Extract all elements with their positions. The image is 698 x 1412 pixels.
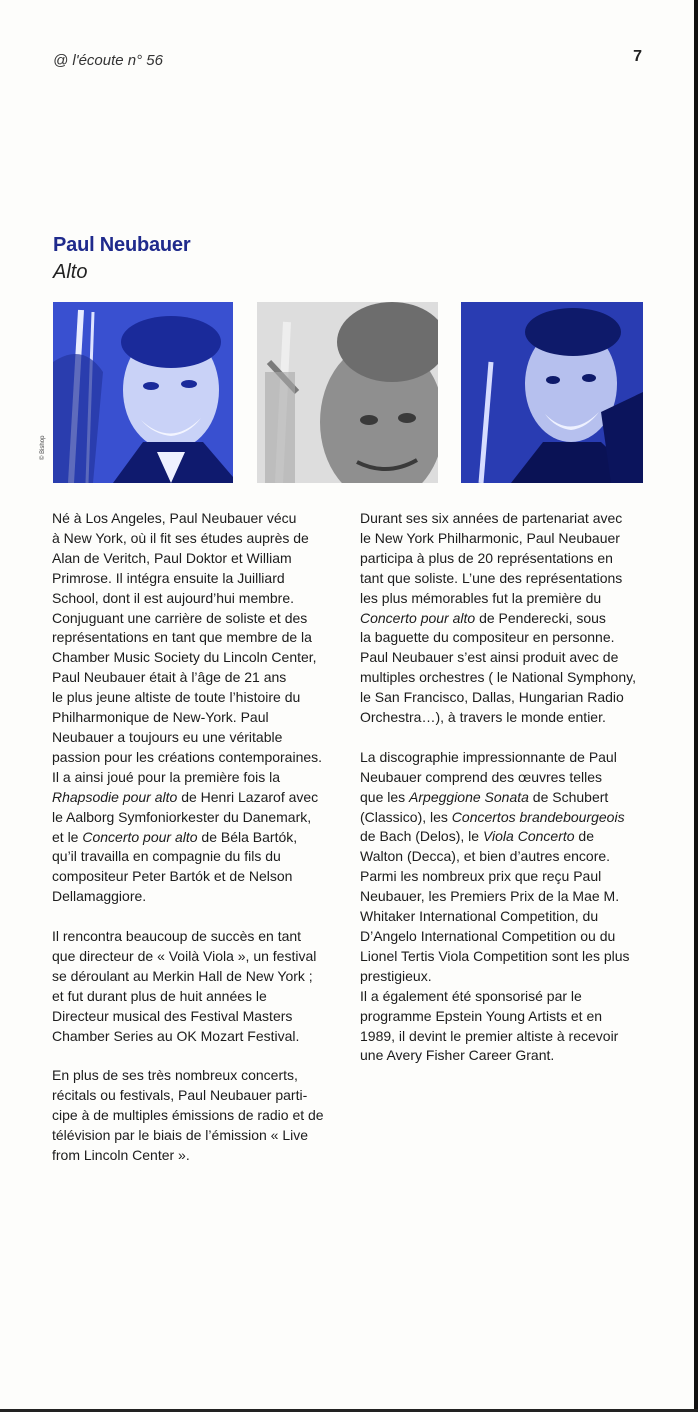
text-line: et fut durant plus de huit années le (52, 987, 267, 1004)
text-line: Paul Neubauer s’est ainsi produit avec de (360, 649, 619, 666)
page-number: 7 (633, 48, 642, 65)
text-line: Parmi les nombreux prix que reçu Paul (360, 868, 602, 885)
text-line: le San Francisco, Dallas, Hungarian Radio (360, 689, 624, 706)
text-line: qu’il travailla en compagnie du fils du (52, 848, 281, 865)
paragraph-discography (360, 748, 650, 788)
text-line: Chamber Music Society du Lincoln Center, (52, 649, 317, 666)
text-line: Primrose. Il intégra ensuite la Juilliard (52, 569, 285, 586)
text-line: télévision par le biais de l’émission « Live (52, 1127, 309, 1144)
portrait-photo-3 (461, 302, 643, 483)
text-line: le Aalborg Symfoniorkester du Danemark, (52, 808, 312, 825)
text-line: Directeur musical des Festival Masters (52, 1007, 293, 1024)
paragraph-festival-director (52, 927, 342, 1046)
text-line: D’Angelo International Competition ou du (360, 928, 616, 945)
text-line: les plus mémorables fut la première du (360, 589, 602, 606)
photo-credit: © Bishop (40, 435, 46, 460)
text-line: de Bach (Delos), le Viola Concerto de (360, 828, 594, 845)
paragraph-discography-tail (360, 847, 650, 1066)
portrait-icon (257, 302, 438, 483)
text-line: Concerto pour alto de Penderecki, sous (360, 609, 606, 626)
text-line: Dellamaggiore. (52, 888, 147, 905)
text-line: Paul Neubauer était à l’âge de 21 ans (52, 669, 287, 686)
text-line: multiples orchestres ( le National Symphony, (360, 669, 636, 686)
text-line: Walton (Decca), et bien d’autres encore. (360, 848, 611, 865)
text-line: Durant ses six années de partenariat avec (360, 510, 623, 526)
text-line: Neubauer a toujours eu une véritable (52, 728, 283, 745)
text-line: Whitaker International Competition, du (360, 908, 599, 925)
text-line: Alan de Veritch, Paul Doktor et William (52, 549, 292, 566)
text-line: Orchestra…), à travers le monde entier. (360, 709, 606, 726)
text-line: Rhapsodie pour alto de Henri Lazarof avec (52, 788, 319, 805)
text-line: cipe à de multiples émissions de radio et de (52, 1107, 324, 1124)
text-line: prestigieux. (360, 967, 432, 984)
portrait-photo-1 (53, 302, 233, 483)
text-line: Il rencontra beaucoup de succès en tant (52, 928, 302, 945)
text-line: Lionel Tertis Viola Competition sont les plus (360, 947, 630, 964)
publication-header: @ l'écoute n° 56 (53, 52, 163, 69)
paragraph-early-career (52, 509, 342, 788)
text-line: Neubauer, les Premiers Prix de la Mae M. (360, 888, 620, 905)
text-line: et le Concerto pour alto de Béla Bartók, (52, 828, 298, 845)
text-line: Il a ainsi joué pour la première fois la (52, 768, 281, 785)
text-line: (Classico), les Concertos brandebourgeois (360, 808, 625, 825)
text-line: le New York Philharmonic, Paul Neubauer (360, 529, 620, 546)
paragraph-philharmonic (360, 509, 650, 609)
article-title: Paul Neubauer (53, 234, 191, 256)
text-line: participa à plus de 20 représentations en (360, 549, 613, 566)
text-line: programme Epstein Young Artists et en (360, 1007, 603, 1024)
paragraph-early-career-tail (52, 847, 342, 907)
text-line: une Avery Fisher Career Grant. (360, 1047, 555, 1064)
text-line: Né à Los Angeles, Paul Neubauer vécu (52, 510, 297, 526)
portrait-icon (53, 302, 233, 483)
text-line: se déroulant au Merkin Hall de New York ; (52, 967, 313, 984)
text-line: Neubauer comprend des œuvres telles (360, 768, 603, 785)
text-line: compositeur Peter Bartók et de Nelson (52, 868, 293, 885)
page-edge-right (694, 0, 698, 1412)
text-line: à New York, où il fit ses études auprès de (52, 529, 309, 546)
paragraph-philharmonic-tail (360, 628, 650, 728)
portrait-icon (461, 302, 643, 483)
body-column-right (360, 509, 650, 1066)
text-line: passion pour les créations contemporaines. (52, 748, 323, 765)
text-line: Conjuguant une carrière de soliste et des (52, 609, 308, 626)
text-line: from Lincoln Center ». (52, 1146, 190, 1163)
text-line: Il a également été sponsorisé par le (360, 987, 582, 1004)
text-line: que les Arpeggione Sonata de Schubert (360, 788, 609, 805)
text-line: récitals ou festivals, Paul Neubauer parti- (52, 1087, 308, 1104)
article-subtitle: Alto (53, 261, 88, 283)
text-line: 1989, il devint le premier altiste à recevoir (360, 1027, 619, 1044)
text-line: En plus de ses très nombreux concerts, (52, 1067, 298, 1084)
text-line: tant que soliste. L’une des représentations (360, 569, 623, 586)
portrait-photo-2 (257, 302, 438, 483)
text-line: le plus jeune altiste de toute l’histoire du (52, 689, 301, 706)
text-line: Chamber Series au OK Mozart Festival. (52, 1027, 300, 1044)
text-line: Philharmonique de New-York. Paul (52, 709, 269, 726)
text-line: La discographie impressionnante de Paul (360, 748, 617, 765)
text-line: que directeur de « Voilà Viola », un festival (52, 947, 317, 964)
text-line: la baguette du compositeur en personne. (360, 629, 615, 646)
text-line: School, dont il est aujourd’hui membre. (52, 589, 295, 606)
body-column-left (52, 509, 342, 1166)
paragraph-broadcasts (52, 1066, 342, 1166)
text-line: représentations en tant que membre de la (52, 629, 312, 646)
